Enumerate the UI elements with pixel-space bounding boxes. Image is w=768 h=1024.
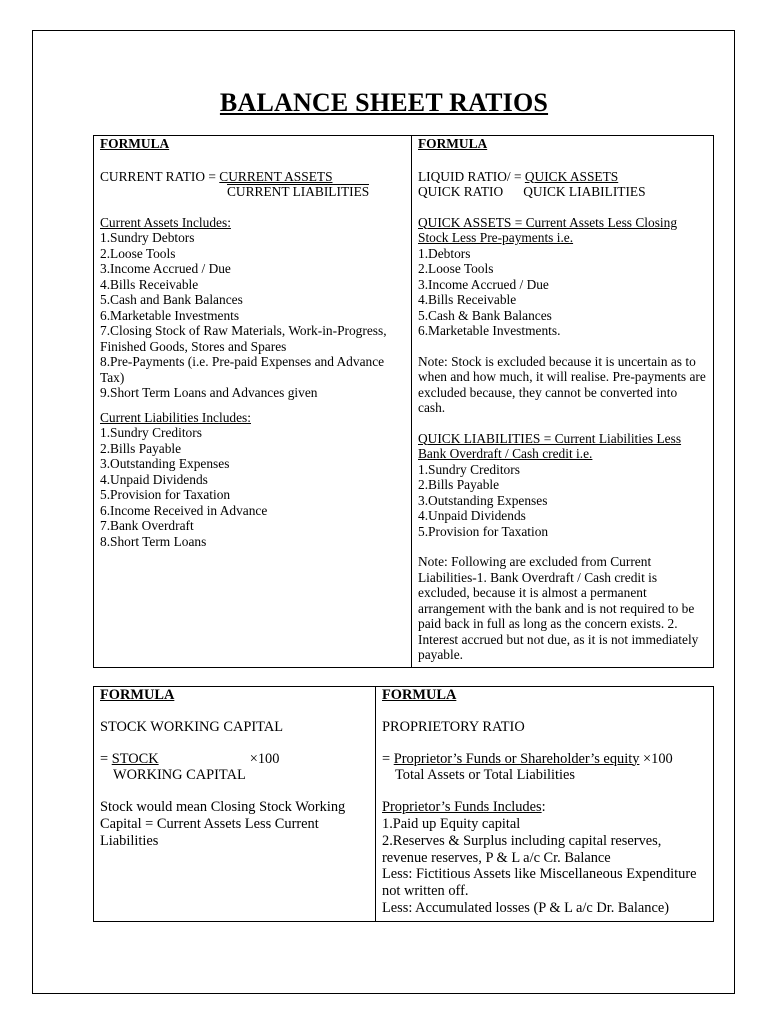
quick-liabilities-list: [418, 462, 707, 540]
list-item: 2.Bills Payable: [100, 440, 182, 456]
current-assets-list: [100, 230, 405, 401]
formula-header: FORMULA: [382, 687, 457, 703]
quick-liabilities-heading: QUICK LIABILITIES = Current Liabilities Less Bank Overdraft / Cash credit i.e.: [418, 430, 682, 461]
formula-denominator: WORKING CAPITAL: [113, 767, 246, 784]
formula-numerator: CURRENT ASSETS: [219, 168, 333, 184]
list-item: 5.Provision for Taxation: [100, 487, 231, 502]
proprietory-ratio-cell: [376, 687, 714, 922]
list-item: 4.Unpaid Dividends: [418, 508, 526, 523]
list-item: 1.Sundry Creditors: [100, 425, 202, 440]
stock-note: Stock would mean Closing Stock Working Capital = Current Assets Less Current Liabilities: [100, 799, 346, 849]
proprietory-formula: = Proprietor’s Funds or Shareholder’s equity ×100: [382, 750, 673, 767]
page-title: BALANCE SHEET RATIOS: [219, 88, 549, 117]
list-item: 7.Bank Overdraft: [100, 518, 194, 533]
current-liabilities-heading: Current Liabilities Includes:: [100, 409, 251, 425]
ratio-table-solvency: [93, 686, 714, 922]
list-item: 5.Provision for Taxation: [418, 523, 549, 539]
current-assets-heading: Current Assets Includes:: [100, 214, 231, 230]
list-item: Less: Accumulated losses (P & L a/c Dr. Balance): [382, 899, 670, 916]
list-item: 7.Closing Stock of Raw Materials, Work-in-Progress, Finished Goods, Stores and Spares: [100, 323, 387, 354]
formula-header: FORMULA: [418, 136, 488, 151]
stock-working-capital-cell: [94, 687, 376, 922]
quick-assets-heading: QUICK ASSETS = Current Assets Less Closing Stock Less Pre-payments i.e.: [418, 214, 678, 245]
quick-ratio-formula: LIQUID RATIO/ = QUICK ASSETS: [418, 168, 619, 184]
list-item: 2.Loose Tools: [418, 261, 494, 276]
list-item: 3.Outstanding Expenses: [418, 492, 548, 508]
list-item: 2.Loose Tools: [100, 245, 176, 261]
list-item: Less: Fictitious Assets like Miscellaneous Expenditure not written off.: [382, 866, 697, 900]
list-item: 6.Income Received in Advance: [100, 502, 268, 518]
stock-formula: = STOCK ×100: [100, 750, 280, 767]
proprietors-funds-list: [382, 816, 707, 917]
list-item: 5.Cash & Bank Balances: [418, 307, 552, 323]
ratio-name: PROPRIETORY RATIO: [382, 718, 525, 735]
formula-denominator-row: QUICK RATIO QUICK LIABILITIES: [418, 184, 646, 199]
current-ratio-formula: CURRENT RATIO = CURRENT ASSETS: [100, 168, 333, 184]
list-item: 4.Bills Receivable: [100, 276, 199, 292]
ratio-name: STOCK WORKING CAPITAL: [100, 718, 284, 735]
proprietors-funds-heading: Proprietor’s Funds Includes:: [382, 799, 546, 816]
formula-denominator-row: [382, 767, 707, 784]
formula-header: FORMULA: [100, 687, 175, 703]
formula-denominator: CURRENT LIABILITIES: [227, 184, 370, 199]
ratio-table-liquidity: [93, 135, 714, 668]
list-item: 5.Cash and Bank Balances: [100, 292, 243, 307]
list-item: 2.Reserves & Surplus including capital reserves, revenue reserves, P & L a/c Cr. Balance: [382, 832, 662, 866]
list-item: 1.Paid up Equity capital: [382, 815, 521, 832]
list-item: 4.Bills Receivable: [418, 292, 517, 307]
formula-header: FORMULA: [100, 136, 170, 151]
list-item: 1.Sundry Creditors: [418, 461, 520, 477]
list-item: 2.Bills Payable: [418, 477, 500, 492]
liabilities-exclusion-note: Note: Following are excluded from Current Liabilities-1. Bank Overdraft / Cash credit is excluded, because it is almost a permanent arrangement with the bank and is not required to be paid back in full as long as the concern exists. 2. Interest accrued but not due, as it is not immediately payable.: [418, 554, 699, 662]
quick-assets-list: [418, 246, 707, 339]
list-item: 1.Debtors: [418, 245, 471, 261]
list-item: 3.Income Accrued / Due: [100, 261, 231, 276]
list-item: 8.Pre-Payments (i.e. Pre-paid Expenses and Advance Tax): [100, 354, 385, 385]
list-item: 3.Income Accrued / Due: [418, 276, 549, 292]
list-item: 9.Short Term Loans and Advances given: [100, 385, 318, 400]
formula-numerator: STOCK: [111, 750, 159, 767]
formula-multiplier: ×100: [249, 750, 280, 767]
current-liabilities-list: [100, 425, 405, 549]
current-ratio-cell: [94, 136, 412, 668]
formula-denominator-row: [100, 184, 405, 200]
stock-exclusion-note: Note: Stock is excluded because it is uncertain as to when and how much, it will realise. Pre-payments are excluded because, they cannot be converted into cash.: [418, 353, 706, 415]
list-item: 6.Marketable Investments: [100, 307, 240, 323]
list-item: 4.Unpaid Dividends: [100, 471, 208, 487]
quick-ratio-cell: [412, 136, 714, 668]
list-item: 6.Marketable Investments.: [418, 323, 561, 338]
formula-numerator: Proprietor’s Funds or Shareholder’s equity: [393, 750, 640, 767]
list-item: 8.Short Term Loans: [100, 533, 207, 549]
list-item: 3.Outstanding Expenses: [100, 456, 230, 471]
formula-multiplier: ×100: [639, 750, 673, 767]
formula-denominator: Total Assets or Total Liabilities: [395, 767, 575, 784]
formula-denominator-row: [100, 767, 369, 784]
list-item: 1.Sundry Debtors: [100, 230, 195, 245]
formula-numerator: QUICK ASSETS: [524, 168, 619, 184]
formula-denominator: QUICK LIABILITIES: [523, 184, 646, 199]
